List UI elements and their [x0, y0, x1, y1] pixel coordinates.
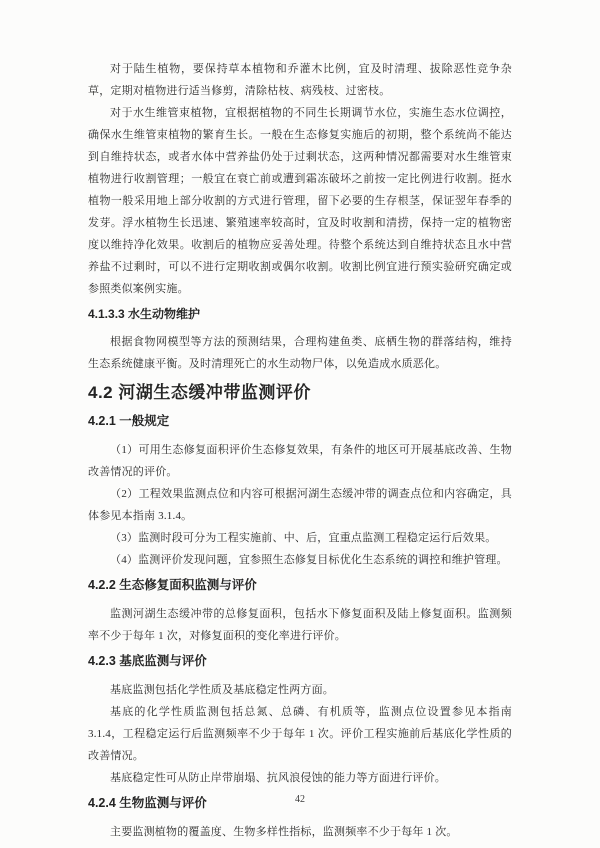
page-number: 42	[295, 794, 305, 805]
paragraph-aquatic-plants: 对于水生维管束植物，宜根据植物的不同生长期调节水位，实施生态水位调控，确保水生维管束植物的繁育生长。一般在生态修复实施后的初期，整个系统尚不能达到自维持状态，或者水体中营养盐仍处于过剩状态，这两种情况都需要对水生维管束植物进行收割管理；一般宜在衰亡前或遭到霜冻破坏之前按一定比例进行收割。挺水植物一般采用地上部分收割的方式进行管理，留下必要的生存根茎，保证翌年春季的发芽。浮水植物生长迅速、繁殖速率较高时，宜及时收割和清捞，保持一定的植物密度以维持净化效果。收割后的植物应妥善处理。待整个系统达到自维持状态且水中营养盐不过剩时，可以不进行定期收割或偶尔收割。收割比例宜进行预实验研究确定或参照类似案例实施。	[88, 107, 512, 295]
paragraph-biological-monitoring: 主要监测植物的覆盖度、生物多样性指标，监测频率不少于每年 1 次。	[110, 826, 458, 838]
paragraph-substrate-stability: 基底稳定性可从防止岸带崩塌、抗风浪侵蚀的能力等方面进行评价。	[110, 772, 446, 784]
paragraph-substrate-overview: 基底监测包括化学性质及基底稳定性两方面。	[110, 684, 334, 696]
general-provision-item-3: （3）监测时段可分为工程实施前、中、后，宜重点监测工程稳定运行后效果。	[110, 532, 497, 544]
heading-monitoring-evaluation-section: 4.2 河湖生态缓冲带监测评价	[88, 383, 311, 402]
general-provision-item-4: （4）监测评价发现问题，宜参照生态修复目标优化生态系统的调控和维护管理。	[110, 554, 508, 566]
heading-water-animal-maintenance: 4.1.3.3 水生动物维护	[88, 307, 201, 321]
general-provision-item-1: （1）可用生态修复面积评价生态修复效果，有条件的地区可开展基底改善、生物改善情况的评价。	[88, 444, 512, 478]
paragraph-substrate-chemical: 基底的化学性质监测包括总氮、总磷、有机质等，监测点位设置参见本指南 3.1.4，工程稳定运行后监测频率不少于每年 1 次。评价工程实施前后基底化学性质的改善情况。	[88, 706, 512, 762]
heading-restoration-area-monitoring: 4.2.2 生态修复面积监测与评价	[88, 578, 257, 592]
heading-general-provisions: 4.2.1 一般规定	[88, 414, 170, 428]
general-provision-item-2: （2）工程效果监测点位和内容可根据河湖生态缓冲带的调查点位和内容确定，具体参见本指南 3.1.4。	[88, 488, 512, 522]
paragraph-restoration-area: 监测河湖生态缓冲带的总修复面积，包括水下修复面积及陆上修复面积。监测频率不少于每年 1 次，对修复面积的变化率进行评价。	[88, 608, 512, 642]
paragraph-water-animal-maintenance: 根据食物网模型等方法的预测结果，合理构建鱼类、底栖生物的群落结构，维持生态系统健康平衡。及时清理死亡的水生动物尸体，以免造成水质恶化。	[88, 336, 512, 370]
heading-substrate-monitoring: 4.2.3 基底监测与评价	[88, 654, 207, 668]
paragraph-terrestrial-plants: 对于陆生植物，要保持草本植物和乔灌木比例，宜及时清理、拔除恶性竞争杂草，定期对植物进行适当修剪，清除枯枝、病残枝、过密枝。	[88, 63, 512, 97]
heading-biological-monitoring: 4.2.4 生物监测与评价	[88, 796, 207, 810]
